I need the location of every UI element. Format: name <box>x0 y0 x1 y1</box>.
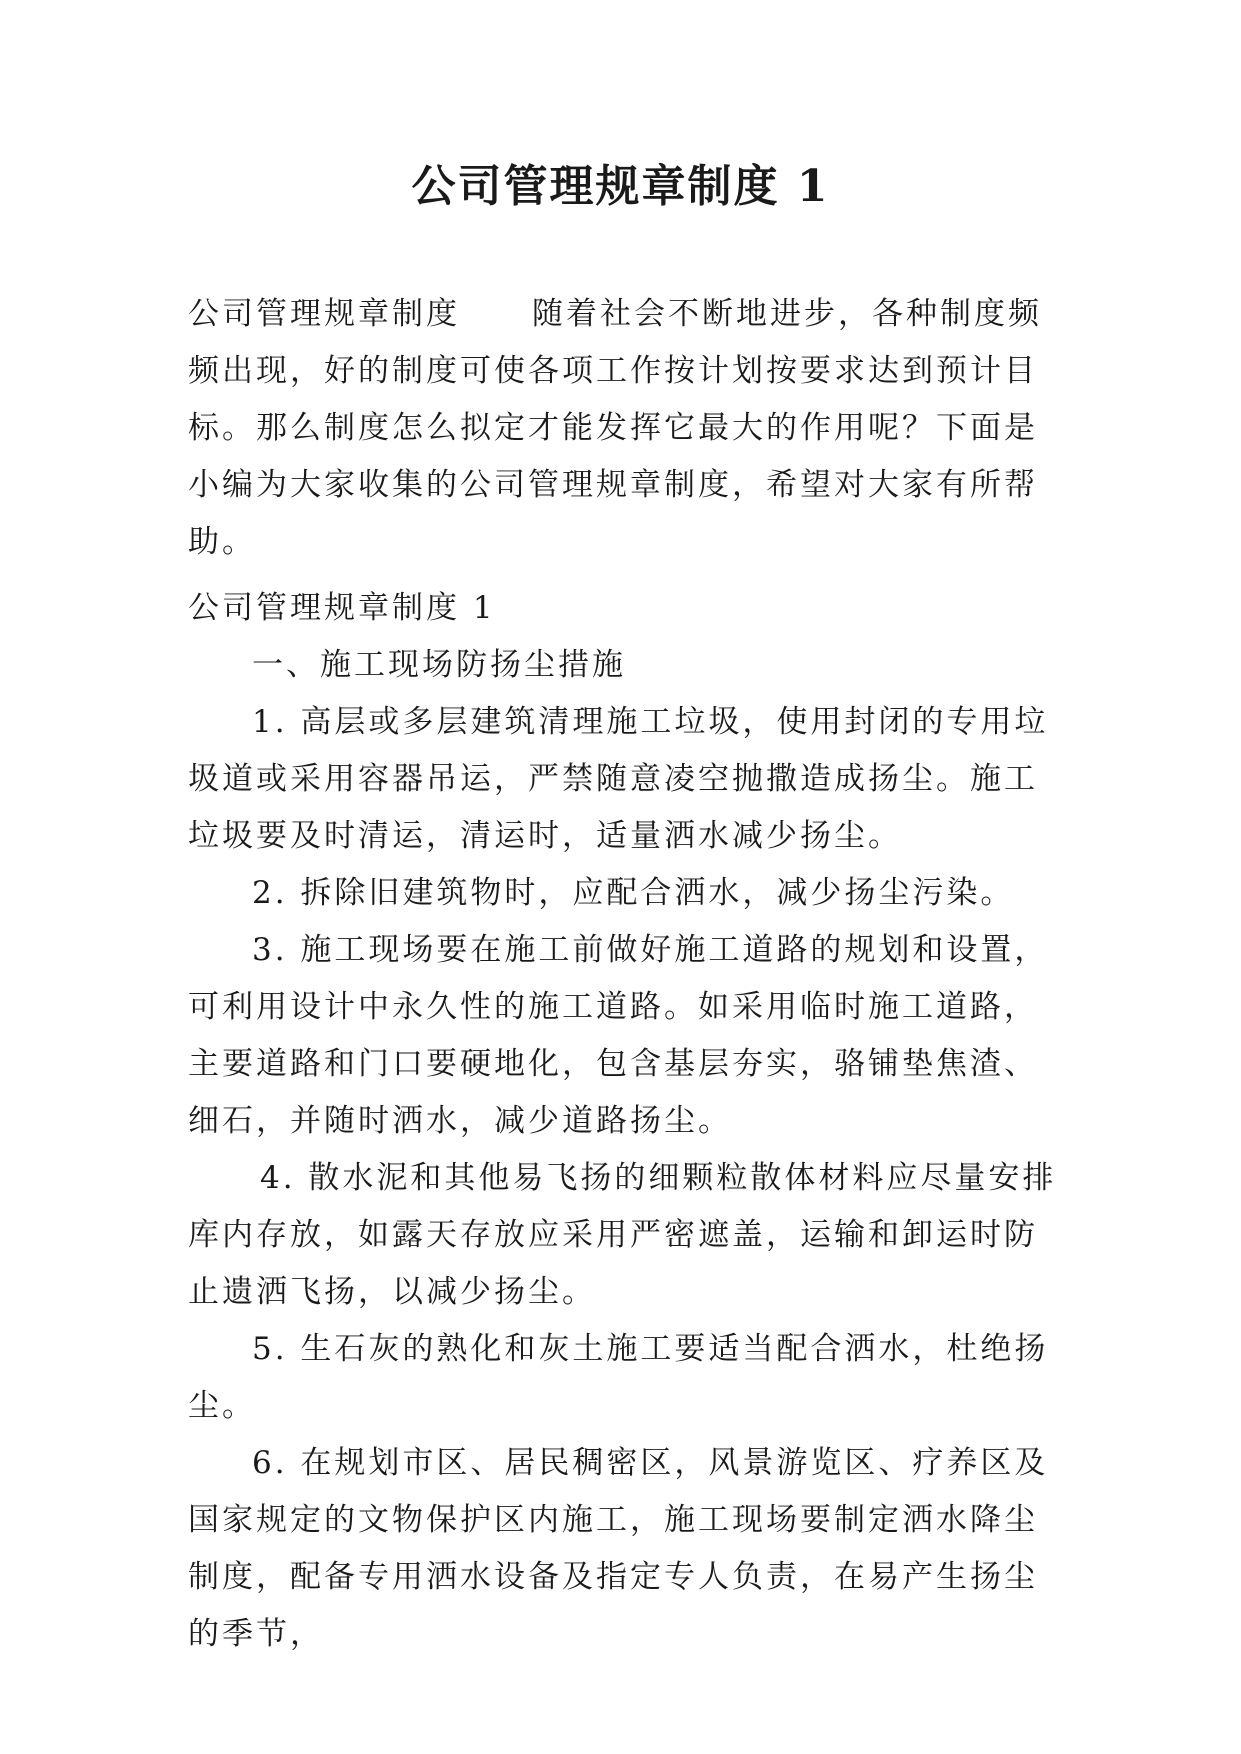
document-title: 公司管理规章制度 1 <box>411 161 830 212</box>
subheading: 一、施工现场防扬尘措施 <box>252 647 626 683</box>
list-item: 1. 高层或多层建筑清理施工垃圾，使用封闭的专用垃圾道或采用容器吊运，严禁随意凌空抛撒造成扬尘。施工垃圾要及时清运，清运时，适量洒水减少扬尘。 <box>188 704 1049 854</box>
intro-paragraph <box>188 286 1058 571</box>
list-item: 6. 在规划市区、居民稠密区，风景游览区、疗养区及国家规定的文物保护区内施工，施工现场要制定洒水降尘制度，配备专用洒水设备及指定专人负责，在易产生扬尘的季节， <box>188 1445 1049 1652</box>
list-item: 3. 施工现场要在施工前做好施工道路的规划和设置，可利用设计中永久性的施工道路。如采用临时施工道路，主要道路和门口要硬地化，包含基层夯实，骆铺垫焦渣、细石，并随时洒水，减少道路扬尘。 <box>188 932 1049 1139</box>
intro-lead: 公司管理规章制度 <box>188 296 460 332</box>
section-title: 公司管理规章制度 1 <box>188 590 496 626</box>
intro-text: 随着社会不断地进步，各种制度频频出现，好的制度可使各项工作按计划按要求达到预计目标。那么制度怎么拟定才能发挥它最大的作用呢？下面是小编为大家收集的公司管理规章制度，希望对大家有所帮助。 <box>188 296 1042 560</box>
list-item: 2. 拆除旧建筑物时，应配合洒水，减少扬尘污染。 <box>252 875 1015 911</box>
list-item: 4. 散水泥和其他易飞扬的细颗粒散体材料应尽量安排库内存放，如露天存放应采用严密遮盖，运输和卸运时防止遗洒飞扬，以减少扬尘。 <box>188 1160 1057 1310</box>
section <box>188 580 1058 1663</box>
list-item: 5. 生石灰的熟化和灰土施工要适当配合洒水，杜绝扬尘。 <box>188 1331 1049 1424</box>
